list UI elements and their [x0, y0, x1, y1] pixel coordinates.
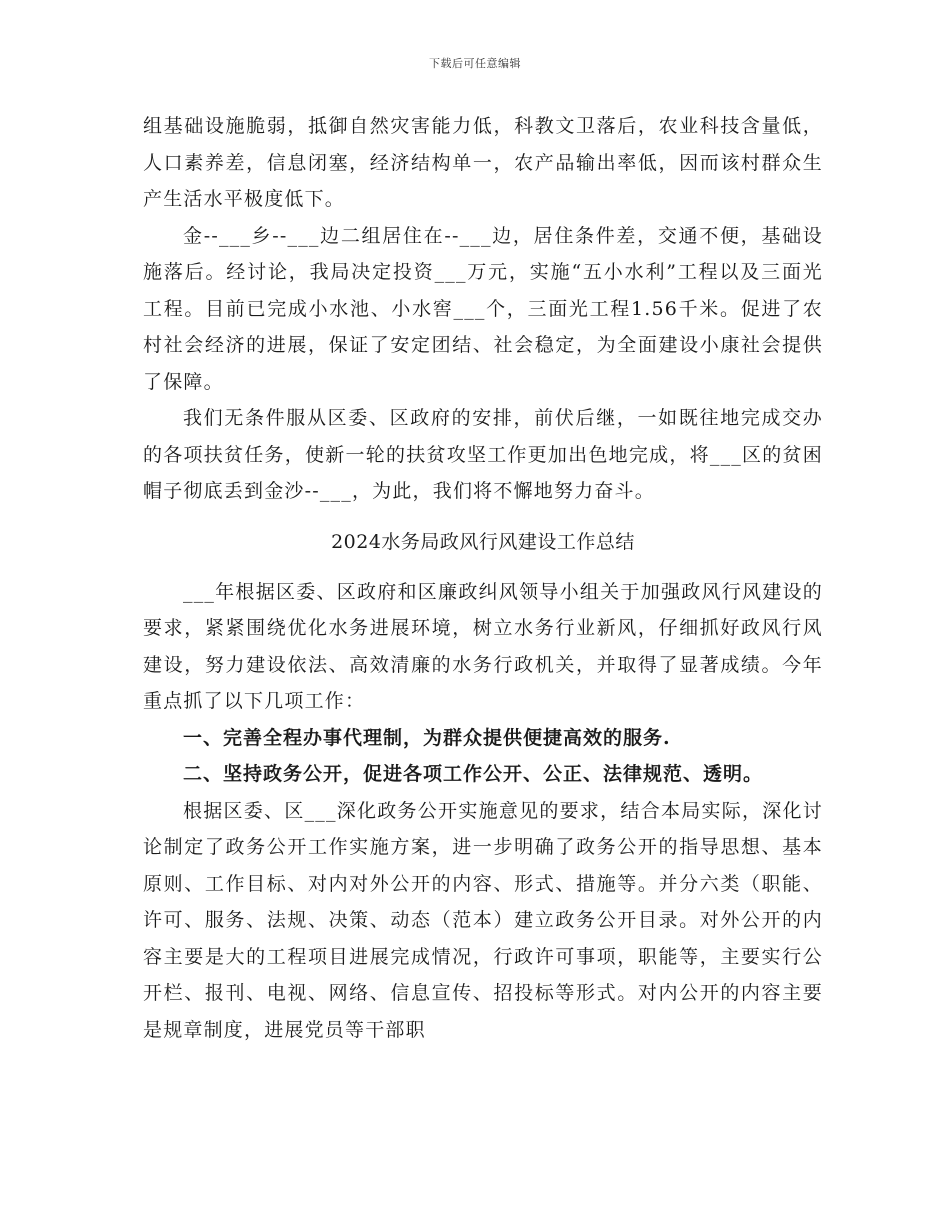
section-item-2: 二、坚持政务公开，促进各项工作公开、公正、法律规范、透明。 [183, 763, 764, 785]
paragraph-continuation: 组基础设施脆弱，抵御自然灾害能力低，科教文卫落后，农业科技含量低，人口素养差，信息闭塞，经济结构单一，农产品输出率低，因而该村群众生产生活水平极度低下。 [143, 115, 823, 210]
paragraph-commitment: 我们无条件服从区委、区政府的安排，前伏后继，一如既往地完成交办的各项扶贫任务，使新一轮的扶贫攻坚工作更加出色地完成，将___区的贫困帽子彻底丢到金沙--___，为此，我们将不懈地努力奋斗。 [143, 407, 823, 502]
header-note: 下载后可任意编辑 [429, 57, 521, 70]
paragraph-investment: 金--___乡--___边二组居住在--___边，居住条件差，交通不便，基础设施落后。经讨论，我局决定投资___万元，实施“五小水利”工程以及三面光工程。目前已完成小水池、小水窖___个，三面光工程1.56千米。促进了农村社会经济的进展，保证了安定团结、社会稳定，为全面建设小康社会提供了保障。 [143, 224, 823, 393]
section-item-1: 一、完善全程办事代理制，为群众提供便捷高效的服务. [183, 726, 671, 749]
section-title: 2024水务局政风行风建设工作总结 [331, 530, 635, 553]
section-intro: ___年根据区委、区政府和区廉政纠风领导小组关于加强政风行风建设的要求，紧紧围绕优化水务进展环境，树立水务行业新风，仔细抓好政风行风建设，努力建设依法、高效清廉的水务行政机关，并取得了显著成绩。今年重点抓了以下几项工作： [143, 580, 823, 712]
document-body [143, 108, 823, 1048]
section-body: 根据区委、区___深化政务公开实施意见的要求，结合本局实际，深化讨论制定了政务公开工作实施方案，进一步明确了政务公开的指导思想、基本原则、工作目标、对内对外公开的内容、形式、措施等。并分六类（职能、许可、服务、法规、决策、动态（范本）建立政务公开目录。对外公开的内容主要是大的工程项目进展完成情况，行政许可事项，职能等，主要实行公开栏、报刊、电视、网络、信息宣传、招投标等形式。对内公开的内容主要是规章制度，进展党员等干部职 [143, 799, 823, 1041]
